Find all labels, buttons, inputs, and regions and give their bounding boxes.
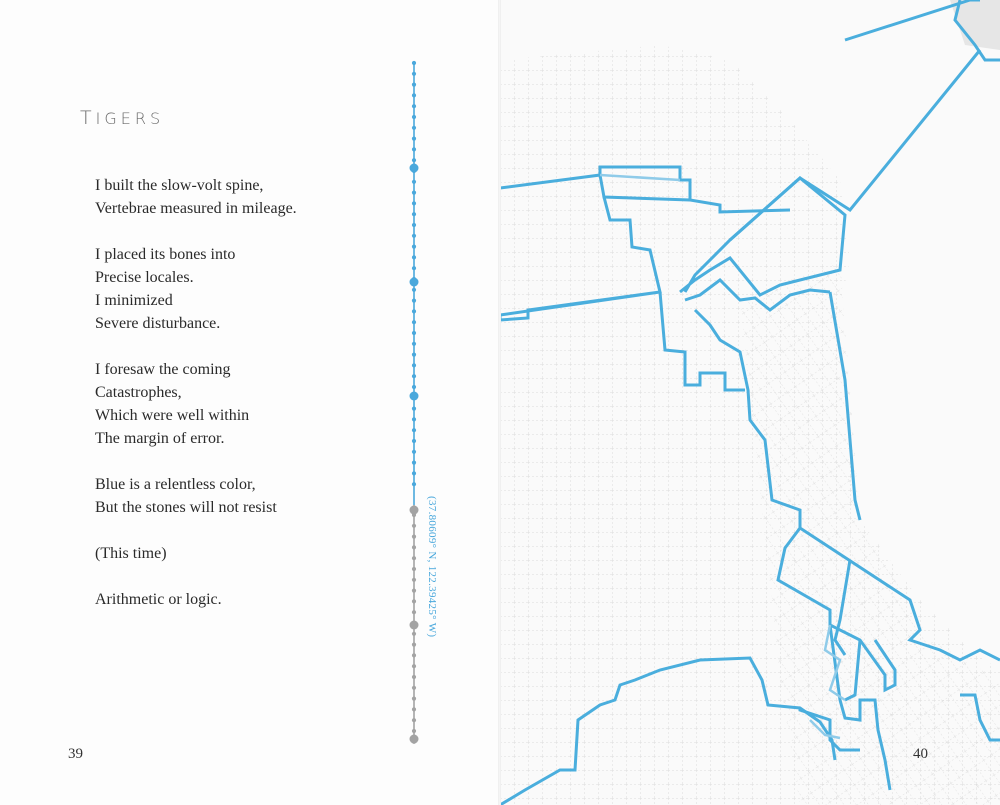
spine-dot: [412, 299, 416, 303]
spine-vertebra: [410, 735, 419, 744]
spine-vertebra: [410, 506, 419, 515]
spine-dot: [412, 471, 416, 475]
spine-dot: [412, 331, 416, 335]
spine-dot: [412, 707, 416, 711]
spine-dot: [412, 729, 416, 733]
spine-vertebra: [410, 164, 419, 173]
spine-dot: [412, 439, 416, 443]
poem-line: I built the slow-volt spine,: [95, 177, 264, 194]
spine-dot: [412, 72, 416, 76]
spine-dot: [412, 83, 416, 87]
spine-dot: [412, 288, 416, 292]
spine-dot: [412, 599, 416, 603]
poem-line: (This time): [95, 545, 167, 562]
spine-dot: [412, 126, 416, 130]
poem-title: TIGERS: [80, 107, 165, 129]
spine-dot: [412, 567, 416, 571]
spine-dot: [412, 255, 416, 259]
page-number-right: 40: [913, 746, 928, 762]
poem-line: Which were well within: [95, 407, 250, 424]
poem-line: Precise locales.: [95, 269, 194, 286]
spine-dot: [412, 137, 416, 141]
spine-dot: [412, 545, 416, 549]
spine-dot: [412, 524, 416, 528]
spine-dot: [412, 212, 416, 216]
spine-dot: [412, 309, 416, 313]
poem-line: Arithmetic or logic.: [95, 591, 222, 608]
poem-line: The margin of error.: [95, 430, 225, 447]
spine-dot: [412, 374, 416, 378]
spine-dot: [412, 320, 416, 324]
spine-dot: [412, 61, 416, 65]
spine-dot: [412, 191, 416, 195]
spine-dot: [412, 385, 416, 389]
spine-dot: [412, 245, 416, 249]
poem-line: Vertebrae measured in mileage.: [95, 200, 297, 217]
spine-dot: [412, 653, 416, 657]
spine-dot: [412, 104, 416, 108]
poem-line: I placed its bones into: [95, 246, 236, 263]
spine-dot: [412, 353, 416, 357]
spine-vertebra: [410, 621, 419, 630]
spine-dot: [412, 535, 416, 539]
spine-dot: [412, 664, 416, 668]
spine-dot: [412, 461, 416, 465]
spine-dot: [412, 180, 416, 184]
spine-dot: [412, 450, 416, 454]
spine-dot: [412, 643, 416, 647]
spine-dot: [412, 718, 416, 722]
spine-dot: [412, 223, 416, 227]
poem-line: Blue is a relentless color,: [95, 476, 256, 493]
street-map: [500, 0, 1000, 805]
spine-dot: [412, 342, 416, 346]
poem-line: Severe disturbance.: [95, 315, 221, 332]
spine-dot: [412, 93, 416, 97]
coordinates-label: (37.80609° N, 122.39425° W): [426, 496, 438, 638]
spine-dot: [412, 686, 416, 690]
spine-dot: [412, 697, 416, 701]
spine-dot: [412, 589, 416, 593]
spine-vertebra: [410, 278, 419, 287]
poem-body: [95, 174, 395, 611]
spine-dot: [412, 363, 416, 367]
poem-line: I foresaw the coming: [95, 361, 231, 378]
right-page: [500, 0, 1000, 805]
spine-dot: [412, 201, 416, 205]
spine-dot: [412, 147, 416, 151]
spine-dot: [412, 266, 416, 270]
spine-dot: [412, 632, 416, 636]
spine-dot: [412, 482, 416, 486]
spine-dot: [412, 115, 416, 119]
poem-line: I minimized: [95, 292, 173, 309]
poem-line: Catastrophes,: [95, 384, 182, 401]
spine-dot: [412, 234, 416, 238]
spine-dot: [412, 417, 416, 421]
page-number-left: 39: [68, 746, 83, 762]
spine-dot: [412, 578, 416, 582]
spine-dot: [412, 610, 416, 614]
spine-dot-line: [400, 55, 430, 755]
spine-vertebra: [410, 392, 419, 401]
spine-dot: [412, 407, 416, 411]
book-gutter: [498, 0, 501, 805]
spine-dot: [412, 675, 416, 679]
spine-dot: [412, 556, 416, 560]
spine-dot: [412, 428, 416, 432]
poem-line: But the stones will not resist: [95, 499, 277, 516]
spine-dot: [412, 158, 416, 162]
